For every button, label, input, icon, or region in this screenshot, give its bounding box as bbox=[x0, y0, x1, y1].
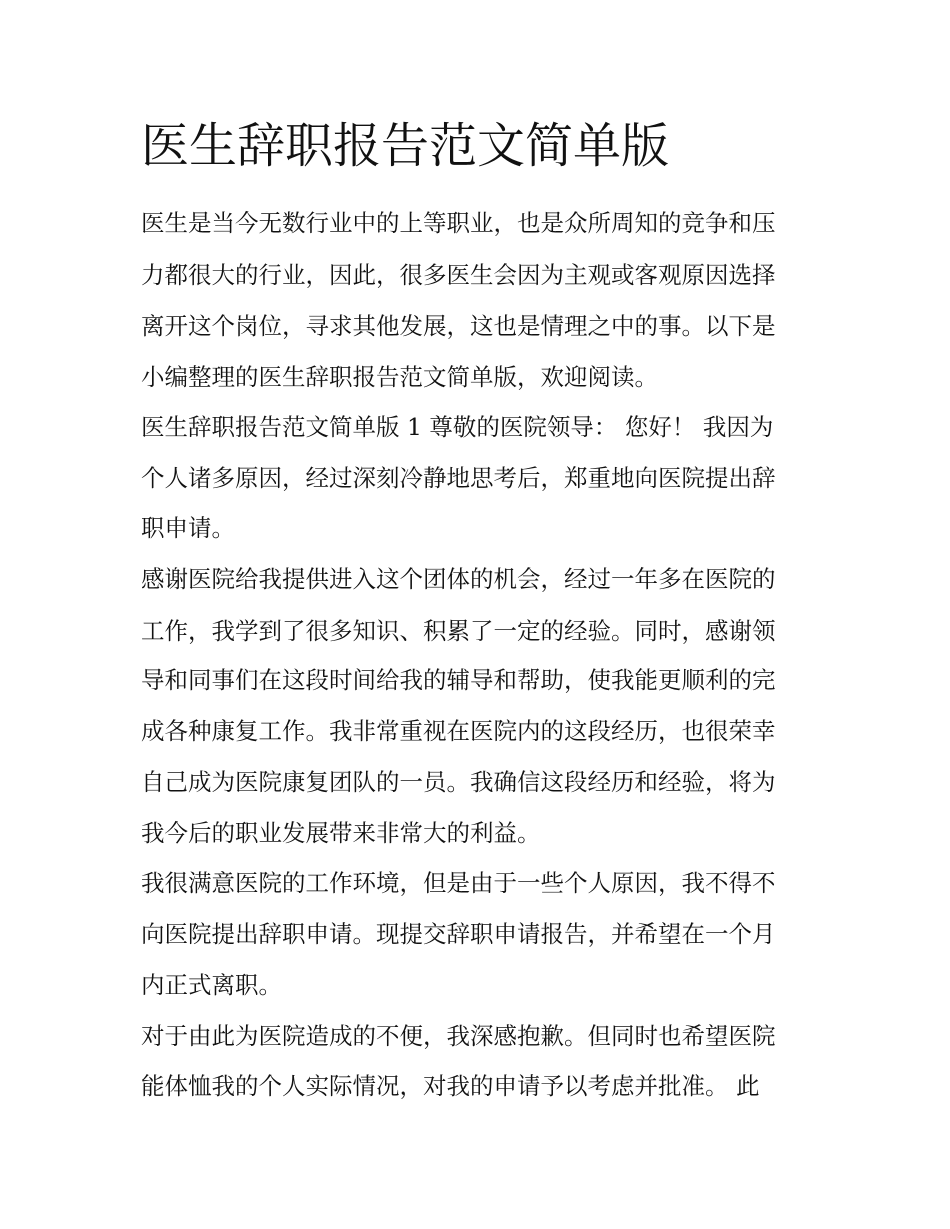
body-line: 对于由此为医院造成的不便，我深感抱歉。但同时也希望医院 bbox=[141, 1022, 776, 1050]
body-line: 向医院提出辞职申请。现提交辞职申请报告，并希望在一个月 bbox=[141, 920, 776, 948]
body-line: 成各种康复工作。我非常重视在医院内的这段经历，也很荣幸 bbox=[141, 717, 776, 745]
body-line: 工作，我学到了很多知识、积累了一定的经验。同时，感谢领 bbox=[141, 617, 776, 645]
body-line: 导和同事们在这段时间给我的辅导和帮助，使我能更顺利的完 bbox=[141, 666, 776, 694]
body-line: 能体恤我的个人实际情况，对我的申请予以考虑并批准。 此 bbox=[141, 1072, 760, 1100]
body-line: 医生是当今无数行业中的上等职业，也是众所周知的竞争和压 bbox=[141, 209, 776, 237]
body-line: 内正式离职。 bbox=[141, 971, 282, 999]
body-line: 力都很大的行业，因此，很多医生会因为主观或客观原因选择 bbox=[141, 261, 776, 289]
body-line: 个人诸多原因，经过深刻冷静地思考后，郑重地向医院提出辞 bbox=[141, 464, 776, 492]
body-line: 我今后的职业发展带来非常大的利益。 bbox=[141, 819, 541, 847]
body-line: 我很满意医院的工作环境，但是由于一些个人原因，我不得不 bbox=[141, 869, 776, 897]
body-line: 职申请。 bbox=[141, 514, 235, 542]
body-line: 离开这个岗位，寻求其他发展，这也是情理之中的事。以下是 bbox=[141, 312, 776, 340]
body-line: 小编整理的医生辞职报告范文简单版，欢迎阅读。 bbox=[141, 363, 658, 391]
body-line: 医生辞职报告范文简单版 1 尊敬的医院领导： 您好！ 我因为 bbox=[141, 413, 774, 441]
body-line: 感谢医院给我提供进入这个团体的机会，经过一年多在医院的 bbox=[141, 565, 776, 593]
body-line: 自己成为医院康复团队的一员。我确信这段经历和经验，将为 bbox=[141, 768, 776, 796]
document-title: 医生辞职报告范文简单版 bbox=[141, 118, 670, 174]
